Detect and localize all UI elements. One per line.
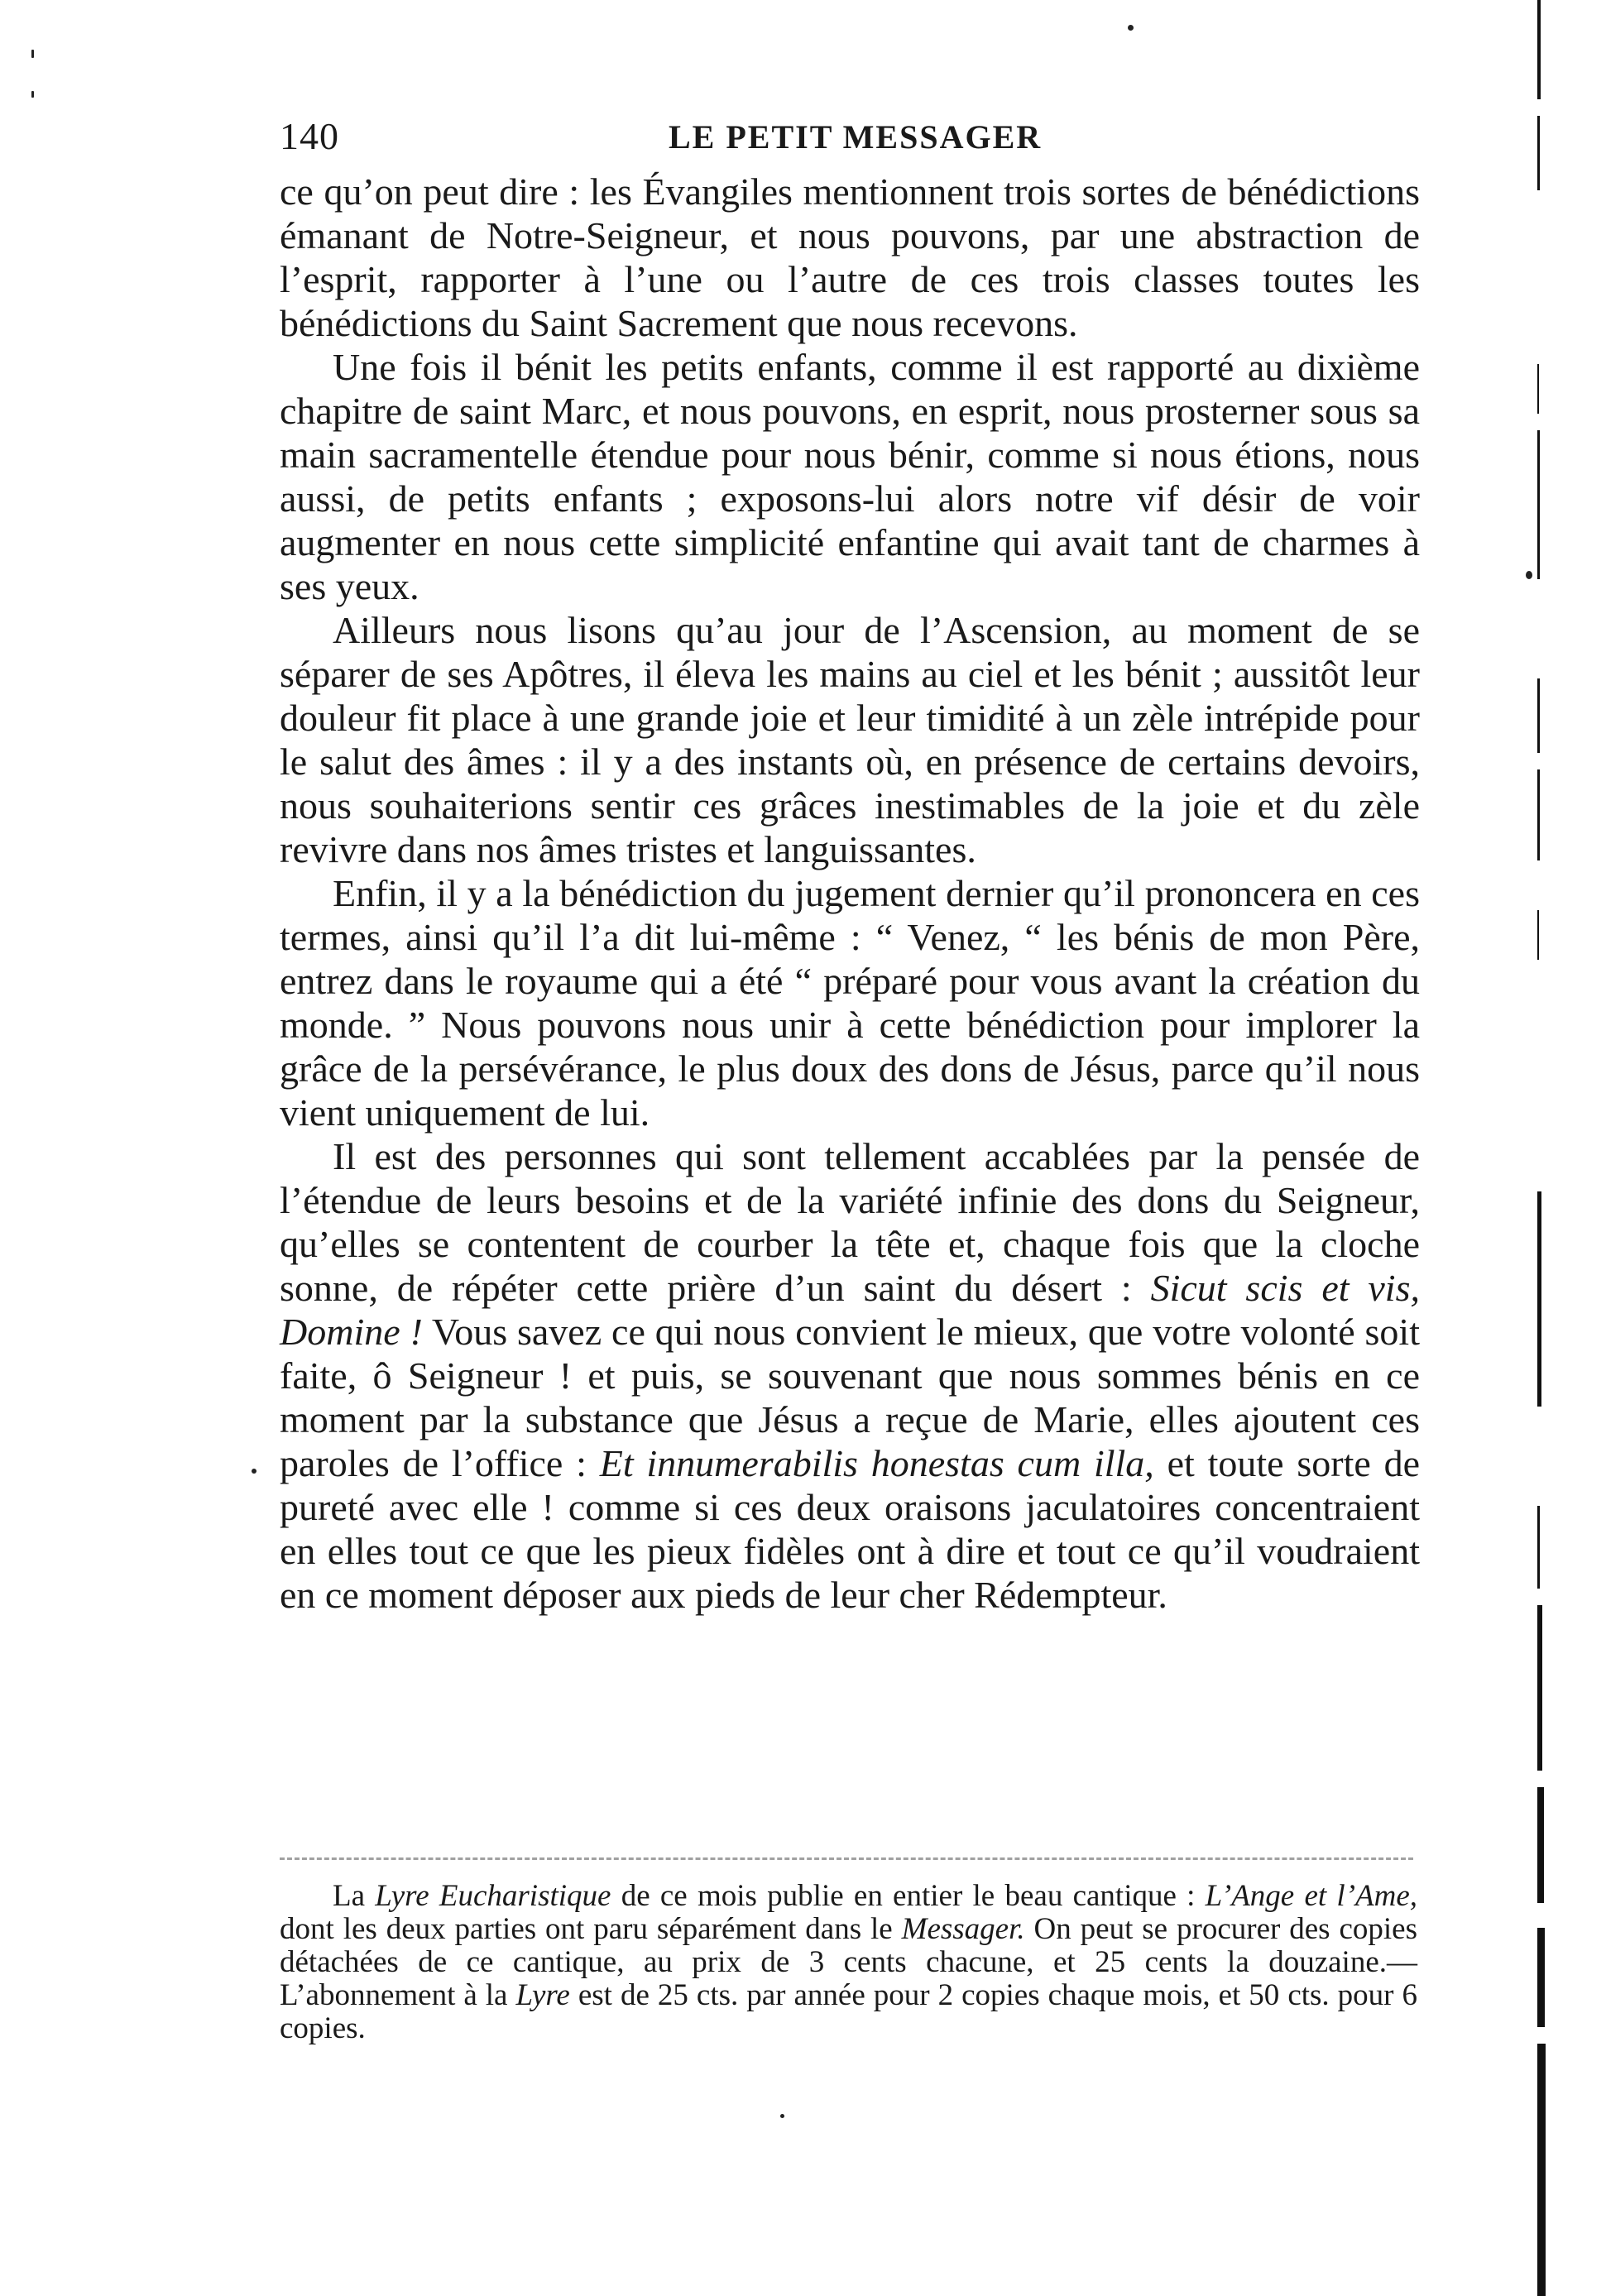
footnote-text <box>280 1880 1417 2045</box>
running-head: LE PETIT MESSAGER <box>669 118 1043 156</box>
page-header <box>280 114 1405 164</box>
footnote-separator <box>280 1857 1413 1860</box>
text-run: Enfin, il y a la bénédiction du jugement dernier qu’il prononcera en ces termes, ainsi qu’il l’a dit lui-même : “ Venez, “ les bénis de mon Père, entrez dans le royaume qui a été “ préparé pour vous avant la création du monde. ” Nous pouvons nous unir à cette bénédiction pour implorer la grâce de la persévérance, le plus doux des dons de Jésus, parce qu’il nous vient uniquement de lui. <box>280 872 1420 1134</box>
paragraph-5 <box>280 1134 1420 1617</box>
scan-speck <box>1526 571 1532 579</box>
italic-text-run: Sicut scis et vis, Domine ! <box>280 1267 1420 1353</box>
text-run: de ce mois publie en entier le beau cantique : <box>611 1879 1206 1913</box>
italic-text-run: L’Ange et l’Ame, <box>1205 1879 1418 1913</box>
text-run: On peut se procurer des copies détachées de ce cantique, au prix de 3 cents chacune, et 25 cents la douzaine.—L’abonnement à la <box>280 1912 1417 2012</box>
scan-speck <box>780 2114 784 2118</box>
text-run: est de 25 cts. par année pour 2 copies chaque mois, et 50 cts. pour 6 copies. <box>280 1978 1417 2045</box>
page-number: 140 <box>280 115 339 157</box>
footnote <box>280 1880 1417 2045</box>
scan-speck <box>31 50 34 58</box>
italic-text-run: Lyre <box>515 1978 570 2012</box>
italic-text-run: Messager. <box>901 1912 1025 1946</box>
italic-text-run: Et innumerabilis honestas cum illa, <box>599 1442 1154 1484</box>
paragraph-2 <box>280 345 1420 608</box>
text-run: La <box>333 1879 376 1913</box>
text-run: Une fois il bénit les petits enfants, comme il est rapporté au dixième chapitre de saint Marc, et nous pouvons, en esprit, nous prosterner sous sa main sacramentelle étendue pour nous bénir, comme si nous étions, nous aussi, de petits enfants ; exposons-lui alors notre vif désir de voir augmenter en nous cette simplicité enfantine qui avait tant de charmes à ses yeux. <box>280 346 1420 607</box>
italic-text-run: Lyre Eucharistique <box>375 1879 611 1913</box>
paragraph-4 <box>280 871 1420 1134</box>
scan-speck <box>31 91 34 98</box>
scan-speck <box>1128 25 1134 31</box>
paragraph-3 <box>280 608 1420 871</box>
binding-edge <box>1537 0 1547 2296</box>
text-run: Il est des personnes qui sont tellement accablées par la pensée de l’étendue de leurs besoins et de la variété infinie des dons du Seigneur, qu’elles se contentent de courber la tête et, chaque fois que la cloche sonne, de répéter cette prière d’un saint du désert : <box>280 1135 1420 1309</box>
scan-speck <box>252 1469 256 1474</box>
paragraph-1 <box>280 170 1420 345</box>
text-run: et toute sorte de pureté avec elle ! comme si ces deux oraisons jaculatoires concentraient en elles tout ce que les pieux fidèles ont à dire et tout ce qu’il voudraient en ce moment déposer aux pieds de leur cher Rédempteur. <box>280 1442 1420 1616</box>
body-text <box>280 170 1420 1617</box>
text-run: Ailleurs nous lisons qu’au jour de l’Ascension, au moment de se séparer de ses Apôtres, il éleva les mains au ciel et les bénit ; aussitôt leur douleur fit place à une grande joie et leur timidité à un zèle intrépide pour le salut des âmes : il y a des instants où, en présence de certains devoirs, nous souhaiterions sentir ces grâces inestimables de la joie et du zèle revivre dans nos âmes tristes et languissantes. <box>280 609 1420 870</box>
text-run: ce qu’on peut dire : les Évangiles mentionnent trois sortes de bénédictions émanant de Notre-Seigneur, et nous pouvons, par une abstraction de l’esprit, rapporter à l’une ou l’autre de ces trois classes toutes les bénédictions du Saint Sacrement que nous recevons. <box>280 170 1420 344</box>
text-run: dont les deux parties ont paru séparément dans le <box>280 1912 902 1946</box>
text-run: Vous savez ce qui nous convient le mieux, que votre volonté soit faite, ô Seigneur ! et puis, se souvenant que nous sommes bénis en ce moment par la substance que Jésus a reçue de Marie, elles ajoutent ces paroles de l’office : <box>280 1311 1420 1484</box>
